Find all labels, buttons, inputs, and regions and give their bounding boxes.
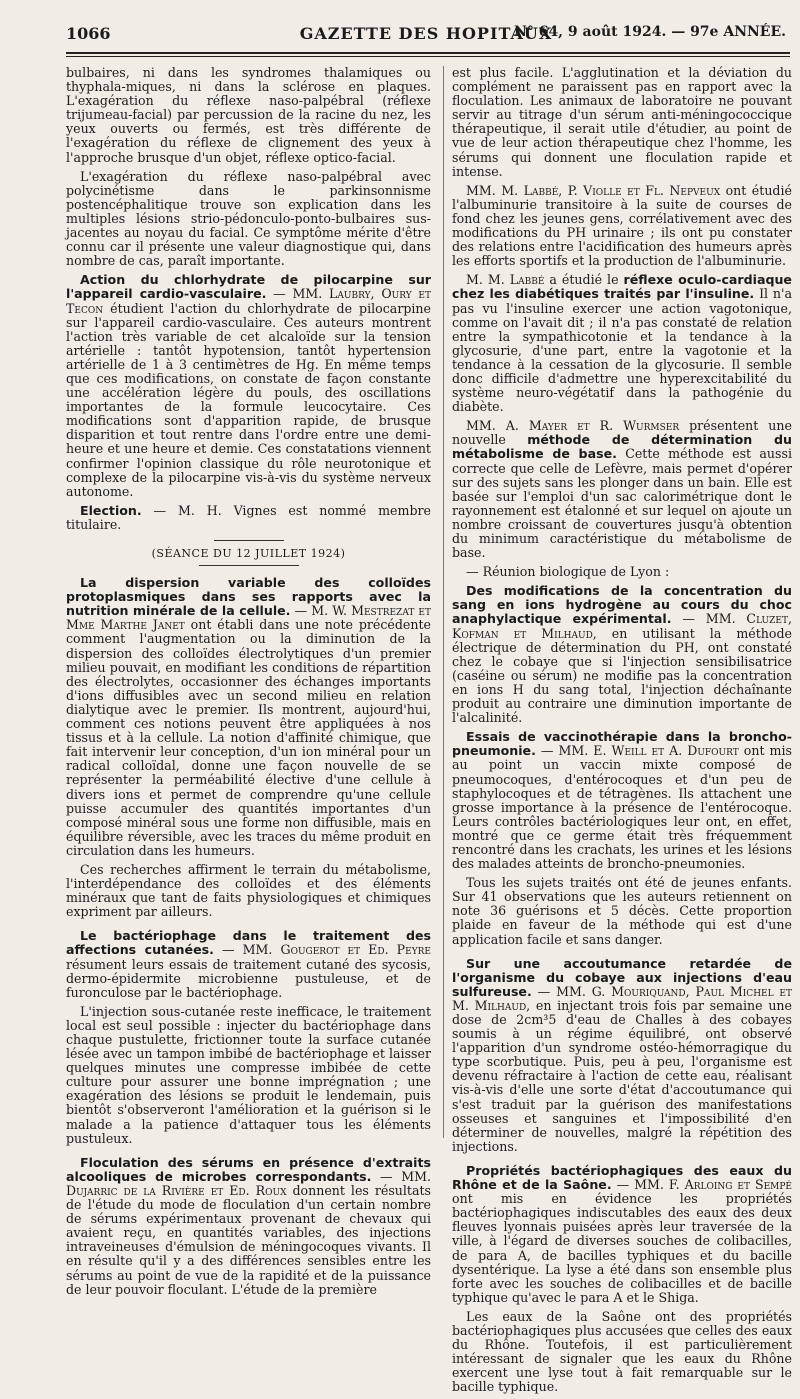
article-body: a étudié le	[549, 272, 619, 288]
article-body: Il n'a pas vu l'insuline exercer une action vagotonique, comme on l'avait dit ; il n'a pas constaté de relation entre la sympathicotonie et la tendance à la glycosurie, d'une part, entre la vagotonie et la tendance à la cessation de la glycosurie. Il semble donc difficile d'admettre une hyperexcitabilité du système neuro-végétatif dans la pathogénie du diabète.	[452, 286, 792, 415]
article-authors: MM. E. Weill et A. Dufourt	[558, 743, 739, 759]
article: Floculation des sérums en présence d'extraits alcooliques de microbes correspondants. — MM. Dujarric de la Rivière et Ed. Roux donnent les résultats de l'étude du mode de floculation d'un certain nombre de sérums expérimentaux provenant de chevaux qui avaient reçu, en quantités variables, des injections intraveineuses d'émulsion de méningocoques vivants. Il en résulte qu'il y a des différences sensibles entre les sérums au point de vue de la rapidité et de la puissance de leur pouvoir floculant. L'étude de la première	[66, 1154, 432, 1297]
article-authors: MM. G. Mouriquand, Paul Michel et M. Milhaud	[452, 983, 793, 1013]
article-heading: Essais de vaccinothérapie dans la broncho-pneumonie.	[452, 729, 792, 759]
article-body: , en injectant trois fois par semaine une dose de 2cm³5 d'eau de Challes à des cobayes soumis à un régime équilibré, ont observé l'apparition d'un syndrome ostéo-hémorragique du type scorbutique. Puis, peu à peu, l'organisme est devenu réfractaire à l'action de cette eau, réalisant vis-à-vis d'elle une sorte d'état d'accoutumance qui s'est traduit par la guérison des manifestations osseuses et sanguines et l'impossibilité d'en déterminer de nouvelles, malgré la répétition des injections.	[452, 997, 792, 1154]
article	[452, 419, 792, 560]
article-heading: Des modifications de la concentration du sang en ions hydrogène au cours du choc anaphylactique expérimental.	[452, 583, 792, 627]
paragraph: L'exagération du réflexe naso-palpébral avec polycinétisme dans le parkinsonnisme postencéphalitique trouve son explication dans les multiples lésions strio-pédonculo-ponto-bulbaires sus-jacentes au noyau du facial. Ce symptôme mérite d'être connu car il présente une valeur diagnostique qui, dans nombre de cas, paraît importante.	[66, 168, 431, 269]
article-authors: MM. Cluzet, Kofman et Milhaud	[452, 611, 792, 641]
article-authors: M. M. Labbé	[466, 272, 545, 288]
article: Sur une accoutumance retardée de l'organisme du cobaye aux injections d'eau sulfureuse. — MM. G. Mouriquand, Paul Michel et M. Milhaud, en injectant trois fois par semaine une dose de 2cm³5 d'eau de Challes à des cobayes soumis à un régime équilibré, ont observé l'apparition d'un syndrome ostéo-hémorragique du type scorbutique. Puis, peu à peu, l'organisme est devenu réfractaire à l'action de cette eau, réalisant vis-à-vis d'elle une sorte d'état d'accoutumance qui s'est traduit par la guérison des manifestations osseuses et sanguines et l'impossibilité d'en déterminer de nouvelles, malgré la répétition des injections.	[452, 955, 793, 1154]
article-heading: Sur une accoutumance retardée de l'organisme du cobaye aux injections d'eau sulfureuse.	[452, 955, 792, 999]
section-divider	[214, 540, 284, 541]
header-rule	[66, 52, 790, 54]
article-body: présentent une nouvelle	[452, 418, 792, 448]
running-header	[66, 20, 786, 48]
article-authors: MM. F. Arloing et Sempé	[634, 1177, 792, 1193]
paragraph: Tous les sujets traités ont été de jeunes enfants. Sur 41 observations que les auteurs retiennent on note 36 guérisons et 5 décès. Cette proportion plaide en faveur de la méthode qui est d'une application facile et sans danger.	[452, 875, 792, 947]
paragraph: Ces recherches affirment le terrain du métabolisme, l'interdépendance des colloïdes et des éléments minéraux que tant de faits physiologiques et chimiques expriment par ailleurs.	[66, 861, 431, 920]
article-authors: MM. Laubry, Oury et Tecon	[66, 286, 431, 316]
page-number: 1066	[66, 24, 111, 43]
article: Action du chlorhydrate de pilocarpine sur l'appareil cardio-vasculaire. — MM. Laubry, Oury et Tecon étudient l'action du chlorhydrate de pilocarpine sur l'appareil cardio-vasculaire. Ces auteurs montrent l'action très variable de cet alcaloïde sur la tension artérielle : tantôt hypotension, tantôt hypertension artérielle de 1 à 3 centimètres de Hg. En même temps que ces modifications, on constate de façon constante une accélération légère du pouls, des oscillations importantes de la formule leucocytaire. Ces modifications sont d'apparition rapide, de brusque disparition et tout rentre dans l'ordre entre une demi-heure et une heure et demie. Ces constatations viennent confirmer l'opinion classique du rôle neurotonique et complexe de la pilocarpine vis-à-vis du système nerveux autonome.	[66, 272, 431, 499]
header-rule-thin	[66, 56, 790, 57]
article-heading: Floculation des sérums en présence d'extraits alcooliques de microbes correspondants.	[66, 1154, 431, 1184]
section-label: — Réunion biologique de Lyon :	[466, 564, 670, 580]
article	[452, 273, 792, 414]
article: Le bactériophage dans le traitement des affections cutanées. — MM. Gougerot et Ed. Peyre résument leurs essais de traitement cutané des sycosis, dermo-épidermite microbienne pustuleuse, et de furonculose par le bactériophage.	[66, 928, 431, 1000]
article: Des modifications de la concentration du sang en ions hydrogène au cours du choc anaphylactique expérimental. — MM. Cluzet, Kofman et Milhaud, en utilisant la méthode électrique de détermination du PH, ont constaté chez le cobaye que si l'injection sensibilisatrice (caséine ou sérum) ne modifie pas la concentration en ions H du sang total, l'injection déchaînante produit au contraire une diminution importante de l'alcalinité.	[452, 583, 792, 726]
article-body: , en utilisant la méthode électrique de détermination du PH, ont constaté chez le cobaye que si l'injection sensibilisatrice (caséine ou sérum) ne modifie pas la concentration en ions H du sang total, l'injection déchaînante produit au contraire une diminution importante de l'alcalinité.	[452, 625, 792, 726]
article-body: donnent les résultats de l'étude du mode de floculation d'un certain nombre de sérums expérimentaux provenant de chevaux qui avaient reçu, en quantités variables, des injections intraveineuses d'émulsion de méningocoques vivants. Il en résulte qu'il y a des différences sensibles entre les sérums au point de vue de la rapidité et de la puissance de leur pouvoir floculant. L'étude de la première	[66, 1182, 432, 1297]
article-heading: Propriétés bactériophagiques des eaux du Rhône et de la Saône.	[452, 1162, 792, 1193]
article-body: étudient l'action du chlorhydrate de pilocarpine sur l'appareil cardio-vasculaire. Ces auteurs montrent l'action très variable de cet alcaloïde sur la tension artérielle : tantôt hypotension, tantôt hypertension artérielle de 1 à 3 centimètres de Hg. En même temps que ces modifications, on constate de façon constante une accélération légère du pouls, des oscillations importantes de la formule leucocytaire. Ces modifications sont d'apparition rapide, de brusque disparition et tout rentre dans l'ordre entre une demi-heure et une heure et demie. Ces constatations viennent confirmer l'opinion classique du rôle neurotonique et complexe de la pilocarpine vis-à-vis du système nerveux autonome.	[66, 300, 431, 499]
paragraph: Les eaux de la Saône ont des propriétés bactériophagiques plus accusées que celles des eaux du Rhône. Toutefois, il est particulièrement intéressant de signaler que les eaux du Rhône exercent une lyse tout à fait remarquable sur le bacille typhique.	[452, 1308, 792, 1395]
issue-info: N° 64, 9 août 1924. — 97e ANNÉE.	[514, 24, 786, 40]
article-heading: réflexe oculo-cardiaque chez les diabétiques traités par l'insuline.	[452, 272, 792, 302]
paragraph: L'injection sous-cutanée reste inefficace, le traitement local est seul possible : injecter du bactériophage dans chaque pustulette, frictionner toute la surface cutanée lésée avec un tampon imbibé de bactériophage et laisser quelques minutes une compresse imbibée de cette culture pour assurer une bonne imprégnation ; une exagération des lésions se produit le lendemain, puis bientôt s'observeront l'amélioration et la guérison si le malade a la patience d'attaquer tous les éléments pustuleux.	[66, 1003, 431, 1146]
article-heading: Le bactériophage dans le traitement des affections cutanées.	[66, 928, 431, 958]
article-authors: MM. Gougerot et Ed. Peyre	[242, 942, 431, 958]
seance-date: (SÉANCE DU 12 JUILLET 1924)	[151, 547, 346, 560]
left-column	[66, 66, 431, 1302]
article-body: ont établi dans une note précédente comment l'augmentation ou la diminution de la dispersion des colloïdes électrolytiques d'un premier milieu pouvait, en modifiant les conditions de répartition des électrolytes, occasionner des échanges importants d'ions diffusibles avec un second milieu en relation dialytique avec le premier. Ils montrent, aujourd'hui, comment ces notions peuvent être appliquées à nos tissus et à la cellule. La notion d'affinité chimique, que fait intervenir leur conception, d'un ion minéral pour un radical colloïdal, donne une façon nouvelle de se représenter la perméabilité élective d'une cellule à divers ions et permet de comprendre qu'une cellule puisse accumuler des quantités importantes d'un composé minéral sous une forme non diffusible, mais en équilibre réversible, avec les traces du même produit en circulation dans les humeurs.	[66, 617, 431, 858]
article-body: ont mis au point un vaccin mixte composé de pneumocoques, d'entérocoques et d'un peu de staphylocoques et de tétragènes. Ils attachent une grosse importance à la présence de l'entérocoque. Leurs contrôles bactériologiques leur ont, en effet, montré que ce germe était très fréquemment rencontré dans les crachats, les urines et les lésions des malades atteints de broncho-pneumonies.	[452, 743, 792, 872]
article	[452, 184, 792, 269]
article-heading: La dispersion variable des colloïdes protoplasmiques dans ses rapports avec la nutrition minérale de la cellule.	[66, 575, 431, 619]
article-body: Cette méthode est aussi correcte que celle de Lefèvre, mais permet d'opérer sur des sujets sans les plonger dans un bain. Elle est basée sur l'emploi d'un sac calorimétrique dont le rayonnement est étalonné et sur lequel on ajoute un nombre croissant de couvertures jusqu'à obtention du minimum caractéristique du métabolisme de base.	[452, 446, 792, 561]
article: La dispersion variable des colloïdes protoplasmiques dans ses rapports avec la nutrition minérale de la cellule. — M. W. Mestrezat et Mme Marthe Janet ont établi dans une note précédente comment l'augmentation ou la diminution de la dispersion des colloïdes électrolytiques d'un premier milieu pouvait, en modifiant les conditions de répartition des électrolytes, occasionner des échanges importants d'ions diffusibles avec un second milieu en relation dialytique avec le premier. Ils montrent, aujourd'hui, comment ces notions peuvent être appliquées à nos tissus et à la cellule. La notion d'affinité chimique, que fait intervenir leur conception, d'un ion minéral pour un radical colloïdal, donne une façon nouvelle de se représenter la perméabilité élective d'une cellule à divers ions et permet de comprendre qu'une cellule puisse accumuler des quantités importantes d'un composé minéral sous une forme non diffusible, mais en équilibre réversible, avec les traces du même produit en circulation dans les humeurs.	[66, 575, 431, 858]
article	[66, 504, 431, 532]
article-authors: M. W. Mestrezat et Mme Marthe Janet	[66, 603, 431, 633]
article-heading: méthode de détermination du métabolisme de base.	[452, 432, 792, 462]
right-column	[452, 66, 792, 1399]
article-authors: MM. M. Labbé, P. Violle et Fl. Nepveux	[466, 182, 721, 198]
article-body: ont étudié l'albuminurie transitoire à la suite de courses de fond chez les jeunes gens, corrélativement avec des modifications du PH urinaire ; ils ont pu constater des relations entre l'acidification des humeurs après les efforts sportifs et la production de l'albuminurie.	[452, 182, 792, 269]
article-body: ont mis en évidence les propriétés bactériophagiques indiscutables des eaux des deux fleuves lyonnais puisées après leur traversée de la ville, à l'égard de diverses souches de colibacilles, de para A, de bacilles typhiques et du bacille dysentérique. La lyse a été dans son ensemble plus forte avec les souches de colibacilles et de bacille typhique qu'avec le para A et le Shiga.	[452, 1191, 792, 1305]
article-body: — M. H. Vignes est nommé membre titulaire.	[66, 502, 431, 532]
article-body: résument leurs essais de traitement cutané des sycosis, dermo-épidermite microbienne pustuleuse, et de furonculose par le bactériophage.	[66, 956, 431, 1000]
article-heading: Election.	[80, 502, 142, 518]
article-authors: MM. Dujarric de la Rivière et Ed. Roux	[66, 1168, 431, 1198]
section-divider	[199, 565, 299, 566]
article: Essais de vaccinothérapie dans la broncho-pneumonie. — MM. E. Weill et A. Dufourt ont mis au point un vaccin mixte composé de pneumocoques, d'entérocoques et d'un peu de staphylocoques et de tétragènes. Ils attachent une grosse importance à la présence de l'entérocoque. Leurs contrôles bactériologiques leur ont, en effet, montré que ce germe était très fréquemment rencontré dans les crachats, les urines et les lésions des malades atteints de broncho-pneumonies.	[452, 729, 792, 872]
paragraph: bulbaires, ni dans les syndromes thalamiques ou thyphala-miques, ni dans la sclérose en plaques. L'exagération du réflexe naso-palpébral (réflexe trijumeau-facial) par percussion de la racine du nez, les yeux ouverts ou fermés, est très différente de l'exagération du réflexe de clignement des yeux à l'approche brusque d'un objet, réflexe optico-facial.	[66, 65, 431, 165]
column-divider	[443, 66, 444, 1138]
article-authors: MM. A. Mayer et R. Wurmser	[466, 418, 680, 434]
paragraph: est plus facile. L'agglutination et la déviation du complément ne paraissent pas en rapport avec la floculation. Les animaux de laboratoire ne pouvant servir au titrage d'un sérum anti-méningococcique thérapeutique, il serait utile d'étudier, au point de vue de leur action thérapeutique chez l'homme, les sérums qui donnent une floculation rapide et intense.	[452, 65, 792, 179]
article-heading: Action du chlorhydrate de pilocarpine sur l'appareil cardio-vasculaire.	[66, 272, 431, 302]
journal-title: GAZETTE DES HOPITAUX	[299, 24, 553, 43]
article: Propriétés bactériophagiques des eaux du Rhône et de la Saône. — MM. F. Arloing et Sempé ont mis en évidence les propriétés bactériophagiques indiscutables des eaux des deux fleuves lyonnais puisées après leur traversée de la ville, à l'égard de diverses souches de colibacilles, de para A, de bacilles typhiques et du bacille dysentérique. La lyse a été dans son ensemble plus forte avec les souches de colibacilles et de bacille typhique qu'avec le para A et le Shiga.	[452, 1162, 792, 1305]
